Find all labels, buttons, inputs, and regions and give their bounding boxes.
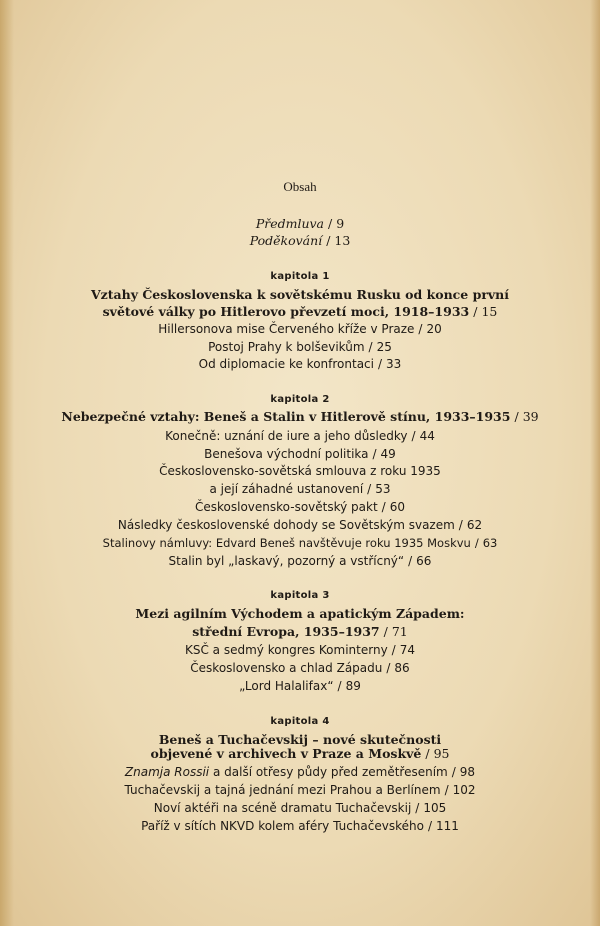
- toc-section: Československo a chlad Západu / 86: [190, 661, 410, 675]
- chapter-1-label: kapitola 1: [270, 271, 330, 282]
- chapter-3-title-line-2: střední Evropa, 1935–1937 / 71: [192, 624, 408, 639]
- toc-section: Paříž v sítích NKVD kolem aféry Tuchačevského / 111: [141, 819, 459, 833]
- toc-entry-preface: Předmluva / 9: [255, 216, 345, 231]
- toc-title: Obsah: [283, 179, 317, 194]
- chapter-2-label: kapitola 2: [270, 394, 330, 405]
- chapter-1-title-line-1: Vztahy Československa k sovětskému Rusku od konce první: [90, 287, 510, 302]
- entry-page: 15: [481, 304, 498, 319]
- toc-section: Československo-sovětský pakt / 60: [195, 500, 405, 514]
- toc-section: Tuchačevskij a tajná jednání mezi Prahou a Berlínem / 102: [124, 783, 476, 797]
- toc-section: „Lord Halalifax“ / 89: [239, 679, 361, 693]
- toc-section: Benešova východní politika / 49: [204, 447, 396, 461]
- chapter-4-label: kapitola 4: [270, 716, 330, 727]
- chapter-3-title-line-1: Mezi agilním Východem a apatickým Západem:: [135, 606, 465, 621]
- toc-section: Stalin byl „laskavý, pozorný a vstřícný“ / 66: [168, 554, 432, 568]
- entry-page: 39: [522, 409, 539, 424]
- chapter-2-title-line-1: Nebezpečné vztahy: Beneš a Stalin v Hitlerově stínu, 1933–1935 / 39: [61, 409, 539, 424]
- entry-page: 13: [334, 233, 351, 248]
- entry-title: Předmluva: [255, 216, 325, 231]
- entry-page: 95: [433, 746, 450, 761]
- toc-section: Stalinovy námluvy: Edvard Beneš navštěvuje roku 1935 Moskvu / 63: [102, 536, 498, 550]
- toc-section: Následky československé dohody se Sovětským svazem / 62: [117, 518, 483, 532]
- toc-entry-acknowledgements: Poděkování / 13: [249, 233, 351, 248]
- toc-section: Postoj Prahy k bolševikům / 25: [208, 340, 392, 354]
- toc-section: Československo-sovětská smlouva z roku 1935: [159, 464, 441, 478]
- toc-section: Hillersonova mise Červeného kříže v Praze / 20: [158, 322, 442, 336]
- toc-section: Znamja Rossii a další otřesy půdy před zemětřesením / 98: [124, 765, 476, 779]
- chapter-1-title-line-2: světové války po Hitlerovo převzetí moci, 1918–1933 / 15: [102, 304, 498, 319]
- toc-section: KSČ a sedmý kongres Kominterny / 74: [185, 643, 415, 657]
- chapter-4-title-line-1: Beneš a Tuchačevskij – nové skutečnosti: [158, 732, 442, 747]
- toc-section: Od diplomacie ke konfrontaci / 33: [198, 357, 402, 371]
- chapter-3-label: kapitola 3: [270, 590, 330, 601]
- toc-section: Noví aktéři na scéně dramatu Tuchačevskij / 105: [153, 801, 447, 815]
- chapter-4-title-line-2: objevené v archivech v Praze a Moskvě / 95: [150, 746, 450, 761]
- toc-section: Konečně: uznání de iure a jeho důsledky / 44: [165, 429, 435, 443]
- entry-page: 71: [391, 624, 408, 639]
- entry-title: Poděkování: [249, 233, 323, 248]
- entry-page: 9: [336, 216, 345, 231]
- toc-section: a její záhadné ustanovení / 53: [209, 482, 391, 496]
